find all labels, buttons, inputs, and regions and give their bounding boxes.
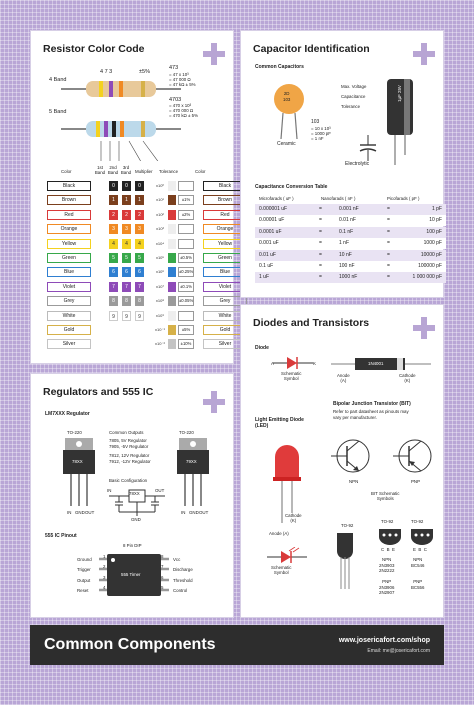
band2-digit: 7 (122, 282, 131, 292)
outputs-title: Common Outputs (109, 430, 144, 435)
band2-digit (122, 339, 131, 349)
tolerance-swatch (168, 181, 176, 191)
conversion-row (255, 272, 446, 283)
band5-value: 4703 (169, 97, 182, 103)
band4-calc-3: = 47 kΩ ± 5% (169, 82, 196, 87)
band3-digit: 0 (135, 181, 144, 191)
chip-78xx-label: 78XX (72, 459, 83, 464)
regulator-78xx-icon (61, 436, 97, 508)
footer-title: Common Components (44, 636, 216, 653)
resistor-table-row (47, 239, 247, 250)
band1-digit: 0 (109, 181, 118, 191)
uf-value: 0.01 uF (259, 251, 276, 258)
pin-out-1: OUT (85, 510, 95, 515)
color-name-left: Silver (47, 339, 91, 349)
pinout-title: 555 IC Pinout (45, 533, 77, 539)
band1-digit: 7 (109, 282, 118, 292)
equals: = (387, 228, 390, 235)
uf-value: 0.0001 uF (259, 228, 282, 235)
tolerance-value: ±2% (178, 210, 194, 220)
nf-value: 0.001 nF (339, 206, 359, 212)
equals: = (319, 240, 322, 247)
band3-digit: 3 (135, 224, 144, 234)
ceramic-capacitor-icon (269, 81, 309, 141)
color-name-right: Silver (203, 339, 247, 349)
resistor-table-row (47, 210, 247, 221)
tolerance-swatch (168, 195, 176, 205)
header-multiplier: Multiplier (135, 169, 153, 174)
color-name-right: Green (203, 253, 247, 263)
band1-digit: 1 (109, 195, 118, 205)
electrolytic-label: Electrolytic (345, 161, 370, 167)
nf-value: 1 nF (339, 240, 350, 247)
conversion-row (255, 238, 446, 249)
ceramic-calc-2: = 1000 pF (311, 131, 331, 136)
resistor-table-row (47, 311, 247, 322)
cbe-label: C B E (381, 547, 395, 552)
pin-ground: Ground (77, 557, 92, 562)
resistor-table-row (47, 224, 247, 235)
npn-left-parts: NPN 2N3903 2N2222 (379, 557, 395, 573)
color-name-left: Violet (47, 282, 91, 292)
band1-digit: 5 (109, 253, 118, 263)
color-name-right: Gold (203, 325, 247, 335)
uf-value: 1 uF (259, 274, 270, 281)
capacitor-symbol-icon (351, 133, 385, 163)
conversion-row (255, 250, 446, 261)
capacitor-panel (240, 30, 444, 298)
color-name-left: Yellow (47, 239, 91, 249)
tolerance-value (178, 224, 194, 234)
npn-symbol-icon (329, 431, 373, 481)
pf-value: 1 000 000 pF (412, 274, 442, 281)
equals: = (319, 274, 322, 281)
ceramic-calc-1: = 10 x 10³ (311, 126, 331, 131)
equals: = (319, 263, 322, 269)
resistor-table-row (47, 253, 247, 264)
to92-top-view-icon (375, 527, 439, 545)
band5-calc-1: = 470 x 10³ (169, 103, 192, 108)
regulators-panel (30, 373, 234, 618)
pnp-label: PNP (411, 479, 421, 484)
led-schematic-label: Schematic Symbol (271, 565, 292, 575)
npn-right-parts: NPN BC546 (411, 557, 425, 568)
tolerance-value: ±0.05% (178, 296, 194, 306)
pin-in-2: IN (181, 510, 186, 515)
pin-vcc: Vcc (173, 557, 181, 562)
band5-calc-2: = 470 000 Ω (169, 108, 194, 113)
resistor-panel (30, 30, 234, 364)
pin-num-8: 8 (161, 554, 164, 559)
multiplier-value: x10⁰ (155, 183, 165, 188)
band3-digit: 6 (135, 267, 144, 277)
pin-threshold: Threshold (173, 578, 193, 583)
band4-label: 4 Band (49, 77, 67, 83)
equals: = (387, 217, 390, 224)
pin-discharge: Discharge (173, 567, 193, 572)
nf-value: 0.1 nF (339, 228, 354, 235)
band2-digit (122, 325, 131, 335)
diodes-title: Diodes and Transistors (253, 317, 370, 329)
tolerance-value (178, 181, 194, 191)
band3-digit: 4 (135, 239, 144, 249)
diode-symbol-icon (273, 355, 313, 371)
header-band3: 3rd Band (120, 165, 132, 175)
bit-schematic-label: BIT Schematic Symbols (371, 491, 400, 501)
ic-555-label: 555 Timer (121, 572, 141, 577)
ceramic-label: Ceramic (277, 141, 296, 147)
color-name-left: White (47, 311, 91, 321)
band2-digit: 3 (122, 224, 131, 234)
resistor-table-row (47, 325, 247, 336)
ebc-label: E B C (413, 547, 427, 552)
color-name-right: Red (203, 210, 247, 220)
band3-digit: 8 (135, 296, 144, 306)
header-tolerance: Tolerance (159, 169, 179, 174)
multiplier-value: x10⁵ (155, 255, 165, 260)
band4-value: 473 (169, 65, 179, 71)
pin-num-6: 6 (161, 575, 164, 580)
band5-label: 5 Band (49, 109, 67, 115)
electrolytic-text: 1µF 25V (396, 85, 402, 102)
to92-label-2: TO-92 (381, 519, 394, 524)
color-name-left: Blue (47, 267, 91, 277)
tolerance-swatch (168, 210, 176, 220)
band4-digits: 4 7 3 (100, 69, 113, 75)
color-name-right: Violet (203, 282, 247, 292)
plus-icon (413, 317, 435, 339)
pin-num-4: 4 (103, 585, 106, 590)
pnp-left-parts: PNP 2N3906 2N2907 (379, 579, 395, 595)
uf-value: 0.001 uF (259, 240, 279, 247)
pnp-symbol-icon (391, 431, 435, 481)
pin-num-2: 2 (103, 564, 106, 569)
color-name-right: Black (203, 181, 247, 191)
footer-url[interactable]: www.josericafort.com/shop (338, 637, 430, 644)
output-7912: 7912, -12V Regulator (109, 459, 151, 464)
uf-value: 0.1 uF (259, 263, 274, 269)
bjt-note: Refer to part datasheet as pinouts may vary per manufacturer. (333, 409, 409, 420)
tolerance-value (178, 239, 194, 249)
pf-value: 100 pF (426, 228, 442, 235)
plus-icon (203, 391, 225, 413)
band5-calc-3: = 470 kΩ ± 5% (169, 113, 199, 118)
diode-part-number: 1N4001 (368, 361, 384, 366)
elec-label-tolerance: Tolerance (341, 104, 361, 109)
diode-label: Diode (255, 345, 269, 351)
conv-header-nf: Nanofarads ( nF ) (321, 196, 356, 201)
pin-num-5: 5 (161, 585, 164, 590)
pin-trigger: Trigger (77, 567, 91, 572)
pin-num-3: 3 (103, 575, 106, 580)
basic-config-label: Basic Configuration (109, 478, 148, 483)
diode-schematic-label: Schematic Symbol (281, 371, 302, 381)
equals: = (319, 206, 322, 212)
regulator-79xx-icon (175, 436, 211, 508)
nf-value: 1000 nF (339, 274, 358, 281)
diode-cathode-label: Cathode (K) (399, 373, 416, 383)
equals: = (319, 228, 322, 235)
band1-digit: 2 (109, 210, 118, 220)
to92-label-3: TO-92 (411, 519, 424, 524)
multiplier-value: x10⁻² (155, 341, 165, 347)
output-7805: 7805, 5V Regulator (109, 438, 147, 443)
band4-calc-2: = 47 000 Ω (169, 77, 191, 82)
band4-tolerance: ±5% (139, 69, 150, 75)
uf-value: 0.000001 uF (259, 206, 288, 212)
common-capacitors-label: Common Capacitors (255, 64, 304, 70)
tolerance-swatch (168, 296, 176, 306)
regulators-title: Regulators and 555 IC (43, 386, 154, 398)
pnp-right-parts: PNP BC556 (411, 579, 425, 590)
diodes-panel (240, 304, 444, 618)
output-7812: 7812, 12V Regulator (109, 453, 150, 458)
resistor-table-row (47, 195, 247, 206)
tolerance-swatch (168, 239, 176, 249)
equals: = (319, 251, 322, 258)
color-name-right: White (203, 311, 247, 321)
pin-gnd-2: GND (189, 510, 199, 515)
color-name-left: Red (47, 210, 91, 220)
color-name-left: Green (47, 253, 91, 263)
pin-gnd-1: GND (75, 510, 85, 515)
to92-transistor-icon (335, 531, 355, 591)
conversion-row (255, 215, 446, 226)
color-name-left: Orange (47, 224, 91, 234)
ceramic-calc-3: = 1 nF (311, 136, 324, 141)
pf-value: 100000 pF (418, 263, 442, 269)
ceramic-code: 2D 103 (283, 91, 291, 102)
npn-label: NPN (349, 479, 359, 484)
tolerance-swatch (168, 325, 176, 335)
conversion-title: Capacitance Conversion Table (255, 184, 328, 190)
band3-digit: 2 (135, 210, 144, 220)
multiplier-value: x10³ (156, 226, 164, 232)
footer-bar (30, 625, 444, 665)
band3-digit: 1 (135, 195, 144, 205)
cfg-out: OUT (155, 488, 165, 493)
equals: = (387, 206, 390, 212)
tolerance-value: ±1% (178, 195, 194, 205)
pin-out-2: OUT (199, 510, 209, 515)
tolerance-value: ±10% (178, 339, 194, 349)
tolerance-swatch (168, 282, 176, 292)
bjt-title: Bipolar Junction Transistor (BIT) (333, 401, 411, 407)
footer-email[interactable]: Email: me@josericafort.com (367, 648, 430, 654)
band1-digit: 4 (109, 239, 118, 249)
band3-digit: 9 (135, 311, 144, 321)
band2-digit: 6 (122, 267, 131, 277)
pf-value: 1000 pF (423, 240, 442, 247)
header-color-right: Color (195, 169, 206, 174)
pin-in-1: IN (67, 510, 72, 515)
header-color-left: Color (61, 169, 72, 174)
band4-calc-1: = 47 x 10³ (169, 72, 189, 77)
cfg-gnd: GND (131, 517, 141, 522)
equals: = (387, 240, 390, 247)
color-name-right: Grey (203, 296, 247, 306)
pf-value: 1 pF (431, 206, 442, 212)
nf-value: 0.01 nF (339, 217, 356, 224)
header-band2: 2nd Band (107, 165, 119, 175)
cfg-in: IN (107, 488, 112, 493)
pin-reset: Reset (77, 588, 89, 593)
band3-digit (135, 339, 144, 349)
lm7-label: LM7XXX Regulator (45, 411, 90, 417)
pin-num-1: 1 (103, 554, 106, 559)
resistor-table-row (47, 339, 247, 350)
elec-label-capacitance: Capacitance (341, 94, 366, 99)
color-name-left: Gold (47, 325, 91, 335)
conv-header-uf: Microfarads ( uF ) (259, 196, 294, 201)
band1-digit: 9 (109, 311, 118, 321)
to220-label-2: TO-220 (179, 430, 194, 435)
multiplier-value: x10⁴ (155, 240, 165, 246)
band1-digit: 8 (109, 296, 118, 306)
diode-k: K (313, 361, 316, 366)
led-anode-label: Anode (A) (269, 531, 289, 536)
to92-label-1: TO-92 (341, 523, 354, 528)
color-name-right: Brown (203, 195, 247, 205)
color-name-right: Blue (203, 267, 247, 277)
band2-digit: 4 (122, 239, 131, 249)
pf-value: 10 pF (429, 217, 442, 224)
multiplier-value: x10¹ (156, 197, 164, 203)
band3-digit (135, 325, 144, 335)
equals: = (387, 263, 390, 269)
ceramic-calc-value: 103 (311, 119, 320, 125)
multiplier-value: x10⁶ (155, 269, 165, 275)
band2-digit: 2 (122, 210, 131, 220)
band3-digit: 5 (135, 253, 144, 263)
band1-digit: 6 (109, 267, 118, 277)
tolerance-swatch (168, 267, 176, 277)
color-name-left: Grey (47, 296, 91, 306)
multiplier-value: x10⁻¹ (155, 327, 165, 332)
conv-header-pf: Picofarads ( pF ) (387, 196, 420, 201)
plus-icon (413, 43, 435, 65)
band2-digit: 8 (122, 296, 131, 306)
tolerance-swatch (168, 253, 176, 263)
pin-control: Control (173, 588, 188, 593)
header-band1: 1st Band (94, 165, 106, 175)
multiplier-value: x10⁹ (155, 312, 165, 318)
band3-digit: 7 (135, 282, 144, 292)
tolerance-swatch (168, 224, 176, 234)
capacitor-title: Capacitor Identification (253, 43, 370, 55)
pin-output: Output (77, 578, 91, 583)
diode-a: A (271, 361, 274, 366)
band2-digit: 5 (122, 253, 131, 263)
multiplier-value: x10² (156, 211, 164, 217)
band1-digit: 3 (109, 224, 118, 234)
uf-value: 0.00001 uF (259, 217, 285, 224)
conversion-row (255, 227, 446, 238)
tolerance-value (178, 311, 194, 321)
chip-79xx-label: 79XX (186, 459, 197, 464)
conversion-row (255, 204, 446, 215)
led-label: Light Emitting Diode (LED) (255, 417, 304, 429)
to220-label-1: TO-220 (67, 430, 82, 435)
dip-label: 8 Pin DIP (123, 543, 142, 548)
color-name-left: Black (47, 181, 91, 191)
equals: = (387, 274, 390, 281)
band2-digit: 9 (122, 311, 131, 321)
diode-anode-label: Anode (A) (337, 373, 350, 383)
tolerance-value: ±5% (178, 325, 194, 335)
pf-value: 10000 pF (420, 251, 442, 258)
band1-digit (109, 325, 118, 335)
resistor-title: Resistor Color Code (43, 43, 145, 55)
nf-value: 10 nF (339, 251, 352, 258)
band2-digit: 1 (122, 195, 131, 205)
equals: = (319, 217, 322, 224)
tolerance-swatch (168, 311, 176, 321)
tolerance-swatch (168, 339, 176, 349)
color-name-right: Orange (203, 224, 247, 234)
tolerance-value: ±0.5% (178, 253, 194, 263)
elec-label-voltage: Max. Voltage (341, 84, 367, 89)
band2-digit: 0 (122, 181, 131, 191)
resistor-table-row (47, 181, 247, 192)
output-7905: 7905, -5V Regulator (109, 444, 149, 449)
pin-num-7: 7 (161, 564, 164, 569)
cfg-chip: 78XX (129, 491, 140, 496)
led-cathode-label: Cathode (K) (285, 513, 302, 523)
resistor-table-row (47, 282, 247, 293)
led-symbol-icon (267, 547, 307, 563)
conversion-row (255, 261, 446, 272)
multiplier-value: x10⁸ (155, 298, 165, 304)
equals: = (387, 251, 390, 258)
color-name-right: Yellow (203, 239, 247, 249)
tolerance-value: ±0.25% (178, 267, 194, 277)
multiplier-value: x10⁷ (156, 283, 164, 289)
color-name-left: Brown (47, 195, 91, 205)
band1-digit (109, 339, 118, 349)
resistor-table-row (47, 267, 247, 278)
tolerance-value: ±0.1% (178, 282, 194, 292)
nf-value: 100 nF (339, 263, 355, 269)
resistor-table-row (47, 296, 247, 307)
